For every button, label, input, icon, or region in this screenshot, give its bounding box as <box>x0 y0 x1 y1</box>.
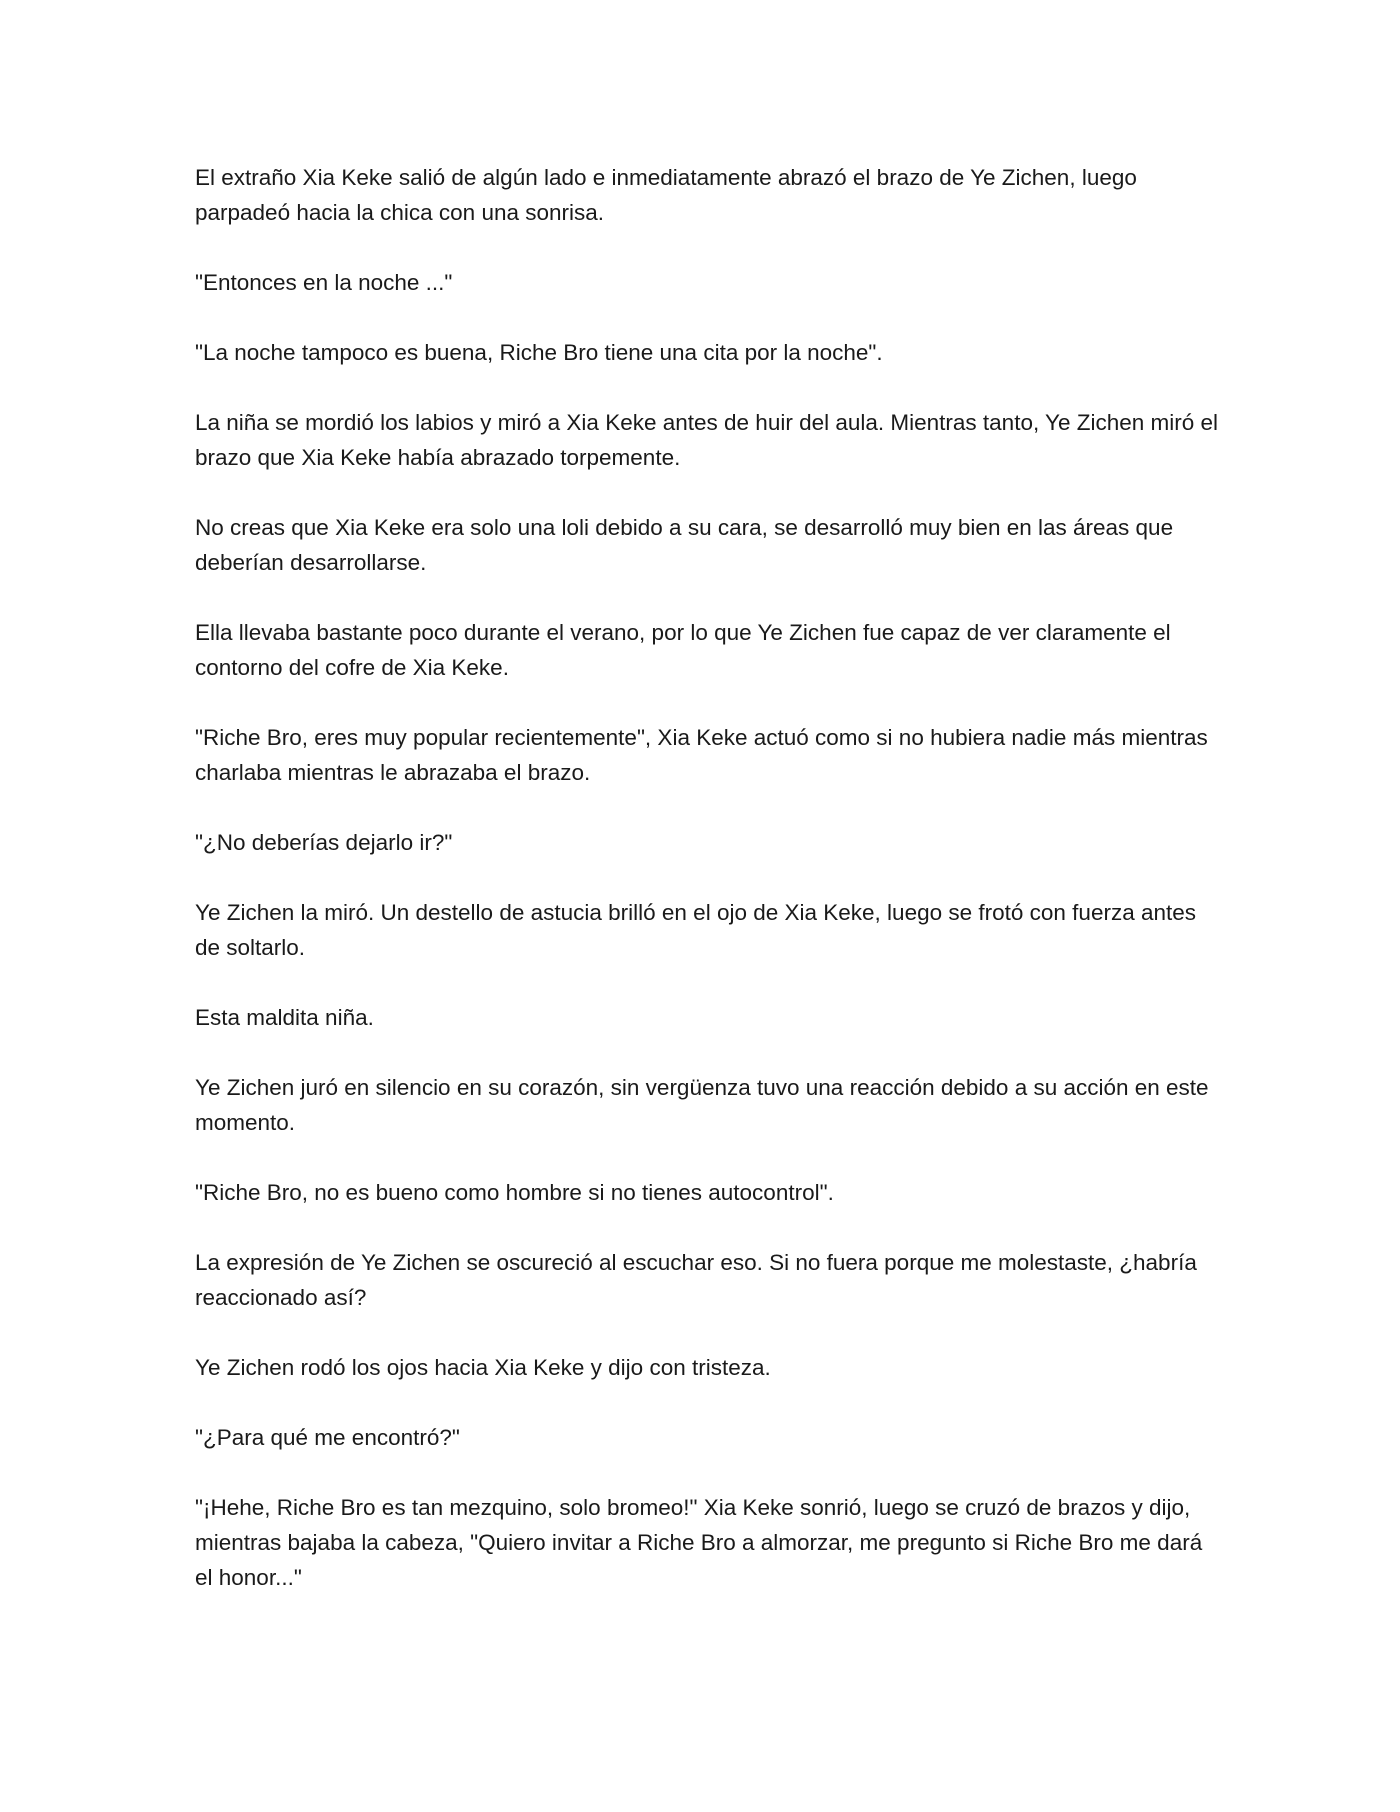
paragraph: "¿Para qué me encontró?" <box>195 1425 460 1450</box>
paragraph: Esta maldita niña. <box>195 1005 374 1030</box>
paragraph: "La noche tampoco es buena, Riche Bro tiene una cita por la noche". <box>195 340 883 365</box>
paragraph: "Riche Bro, eres muy popular recientemente", Xia Keke actuó como si no hubiera nadie más mientras charlaba mientras le abrazaba el brazo. <box>195 725 1208 785</box>
paragraph: No creas que Xia Keke era solo una loli debido a su cara, se desarrolló muy bien en las áreas que deberían desarrollarse. <box>195 515 1174 575</box>
document-body <box>195 160 1220 1630</box>
paragraph: La niña se mordió los labios y miró a Xia Keke antes de huir del aula. Mientras tanto, Ye Zichen miró el brazo que Xia Keke había abrazado torpemente. <box>195 410 1219 470</box>
paragraph: La expresión de Ye Zichen se oscureció al escuchar eso. Si no fuera porque me molestaste, ¿habría reaccionado así? <box>195 1250 1197 1310</box>
paragraph: "Entonces en la noche ..." <box>195 270 453 295</box>
paragraph: Ye Zichen la miró. Un destello de astucia brilló en el ojo de Xia Keke, luego se frotó con fuerza antes de soltarlo. <box>195 900 1197 960</box>
paragraph: "Riche Bro, no es bueno como hombre si no tienes autocontrol". <box>195 1180 834 1205</box>
paragraph: "¡Hehe, Riche Bro es tan mezquino, solo bromeo!" Xia Keke sonrió, luego se cruzó de brazos y dijo, mientras bajaba la cabeza, "Quiero invitar a Riche Bro a almorzar, me pregunto si Riche Bro me dará el honor..." <box>195 1495 1203 1590</box>
paragraph: "¿No deberías dejarlo ir?" <box>195 830 453 855</box>
paragraph: Ye Zichen rodó los ojos hacia Xia Keke y dijo con tristeza. <box>195 1355 771 1380</box>
paragraph: El extraño Xia Keke salió de algún lado e inmediatamente abrazó el brazo de Ye Zichen, luego parpadeó hacia la chica con una sonrisa. <box>195 165 1137 225</box>
paragraph: Ella llevaba bastante poco durante el verano, por lo que Ye Zichen fue capaz de ver claramente el contorno del cofre de Xia Keke. <box>195 620 1171 680</box>
paragraph: Ye Zichen juró en silencio en su corazón, sin vergüenza tuvo una reacción debido a su acción en este momento. <box>195 1075 1209 1135</box>
